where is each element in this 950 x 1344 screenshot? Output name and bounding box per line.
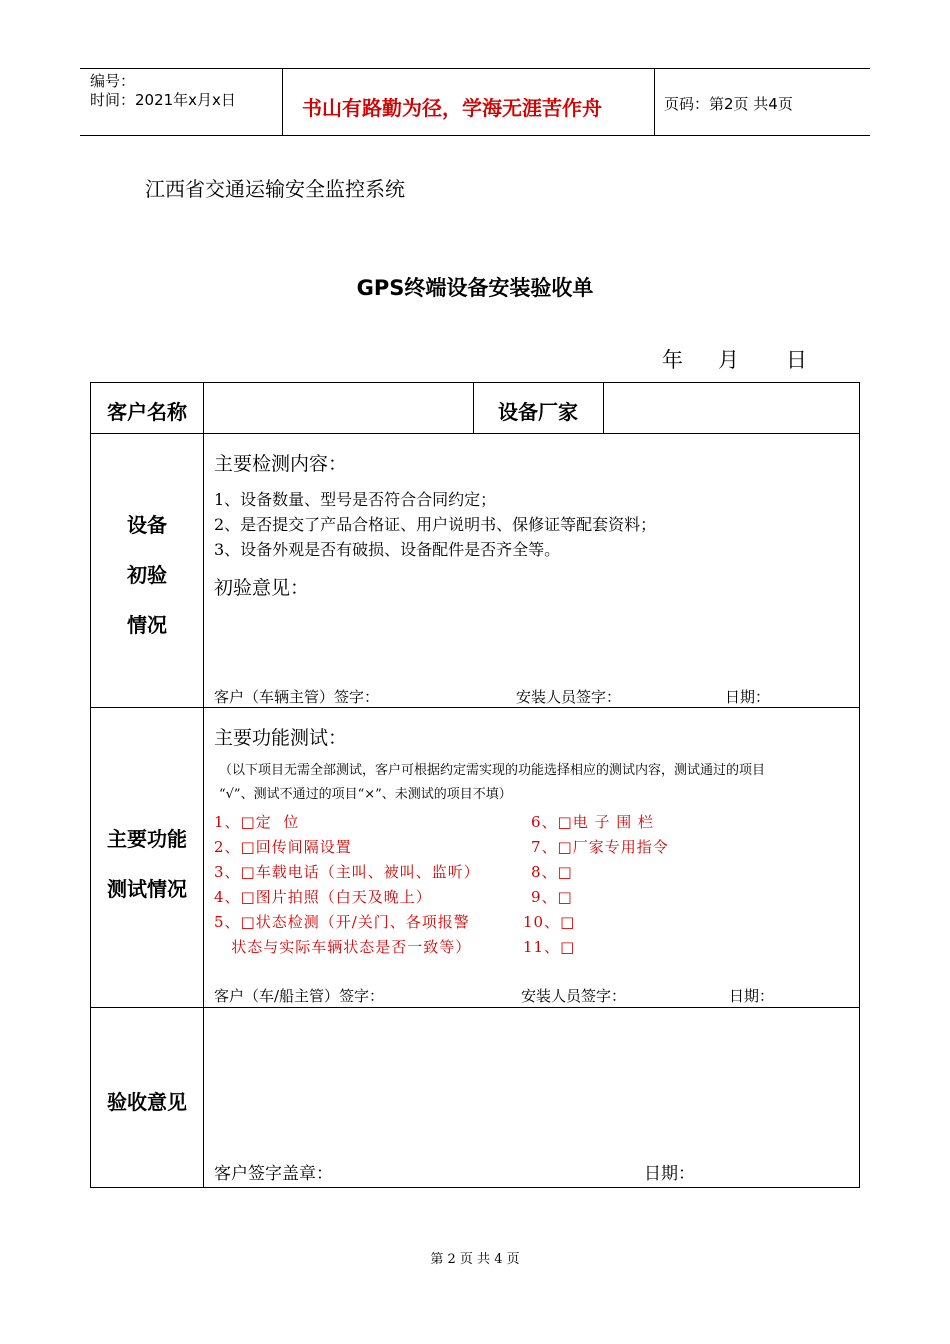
inspection-item-1: 1、设备数量、型号是否符合合同约定； [214, 490, 497, 509]
function-item-7[interactable]: 7、□厂家专用指令 [531, 838, 669, 856]
row-divider-1 [91, 433, 859, 434]
form-title: GPS终端设备安装验收单 [356, 276, 594, 300]
inspection-item-2: 2、是否提交了产品合格证、用户说明书、保修证等配套资料； [214, 515, 657, 534]
inspection-label-line-1: 设备 [127, 513, 167, 537]
function-item-2[interactable]: 2、□回传间隔设置 [214, 838, 352, 856]
function-test-label-line-1: 主要功能 [107, 827, 187, 851]
function-item-11[interactable]: 11、□ [523, 938, 576, 956]
function-item-10[interactable]: 10、□ [523, 913, 576, 931]
inspection-heading: 主要检测内容： [214, 453, 348, 475]
row1-divider-b [603, 383, 604, 433]
page-number-label: 页码：第2页 共4页 [664, 95, 793, 113]
inspection-label-line-3: 情况 [127, 613, 167, 637]
header-bottom-rule [80, 135, 870, 136]
function-test-customer-signature[interactable]: 客户（车/船主管）签字： [214, 987, 385, 1005]
row-divider-2 [91, 707, 859, 708]
function-test-installer-signature[interactable]: 安装人员签字： [521, 987, 627, 1005]
inspection-customer-signature[interactable]: 客户（车辆主管）签字： [214, 688, 380, 706]
device-maker-field[interactable] [605, 385, 857, 431]
customer-name-label: 客户名称 [107, 400, 187, 424]
function-test-note-line-1: （以下项目无需全部测试，客户可根据约定需实现的功能选择相应的测试内容，测试通过的项目 [219, 763, 766, 778]
device-maker-label: 设备厂家 [498, 400, 578, 424]
function-item-9[interactable]: 9、□ [531, 888, 573, 906]
acceptance-form-table [90, 382, 860, 1188]
date-day: 日 [786, 348, 807, 372]
document-code-label: 编号： [90, 72, 136, 90]
function-item-3[interactable]: 3、□车载电话（主叫、被叫、监听） [214, 863, 480, 881]
function-item-5[interactable]: 5、□状态检测（开/关门、各项报警 [214, 913, 470, 931]
customer-name-field[interactable] [205, 385, 471, 431]
function-test-note-line-2: “√”、测试不通过的项目“×”、未测试的项目不填） [219, 787, 512, 802]
organization-name: 江西省交通运输安全监控系统 [145, 177, 405, 201]
date-month: 月 [718, 348, 739, 372]
acceptance-date[interactable]: 日期： [644, 1164, 695, 1184]
header-top-rule [80, 68, 870, 69]
function-item-8[interactable]: 8、□ [531, 863, 573, 881]
function-item-4[interactable]: 4、□图片拍照（白天及晚上） [214, 888, 432, 906]
function-item-1[interactable]: 1、□定 位 [214, 813, 300, 831]
header-divider-left [282, 68, 283, 136]
acceptance-opinion-field[interactable] [205, 1011, 855, 1151]
inspection-item-3: 3、设备外观是否有破损、设备配件是否齐全等。 [214, 540, 561, 559]
date-year: 年 [662, 348, 683, 372]
function-test-heading: 主要功能测试： [214, 727, 348, 749]
inspection-label-line-2: 初验 [127, 563, 167, 587]
acceptance-customer-signature[interactable]: 客户签字盖章： [214, 1164, 333, 1184]
header-motto: 书山有路勤为径，学海无涯苦作舟 [302, 96, 602, 120]
inspection-date[interactable]: 日期： [725, 688, 771, 706]
inspection-installer-signature[interactable]: 安装人员签字： [516, 688, 622, 706]
function-item-6[interactable]: 6、□电 子 围 栏 [531, 813, 655, 831]
page-footer: 第 2 页 共 4 页 [430, 1252, 520, 1267]
function-test-label-line-2: 测试情况 [107, 877, 187, 901]
header-divider-right [654, 68, 655, 136]
label-column-divider [203, 383, 204, 1187]
row-divider-3 [91, 1007, 859, 1008]
inspection-opinion-label: 初验意见： [214, 577, 310, 599]
inspection-opinion-field[interactable] [214, 603, 854, 681]
function-test-date[interactable]: 日期： [729, 987, 775, 1005]
function-item-5-continued: 状态与实际车辆状态是否一致等） [214, 938, 472, 956]
acceptance-opinion-label: 验收意见 [107, 1090, 187, 1114]
document-time-label: 时间：2021年x月x日 [90, 91, 236, 109]
